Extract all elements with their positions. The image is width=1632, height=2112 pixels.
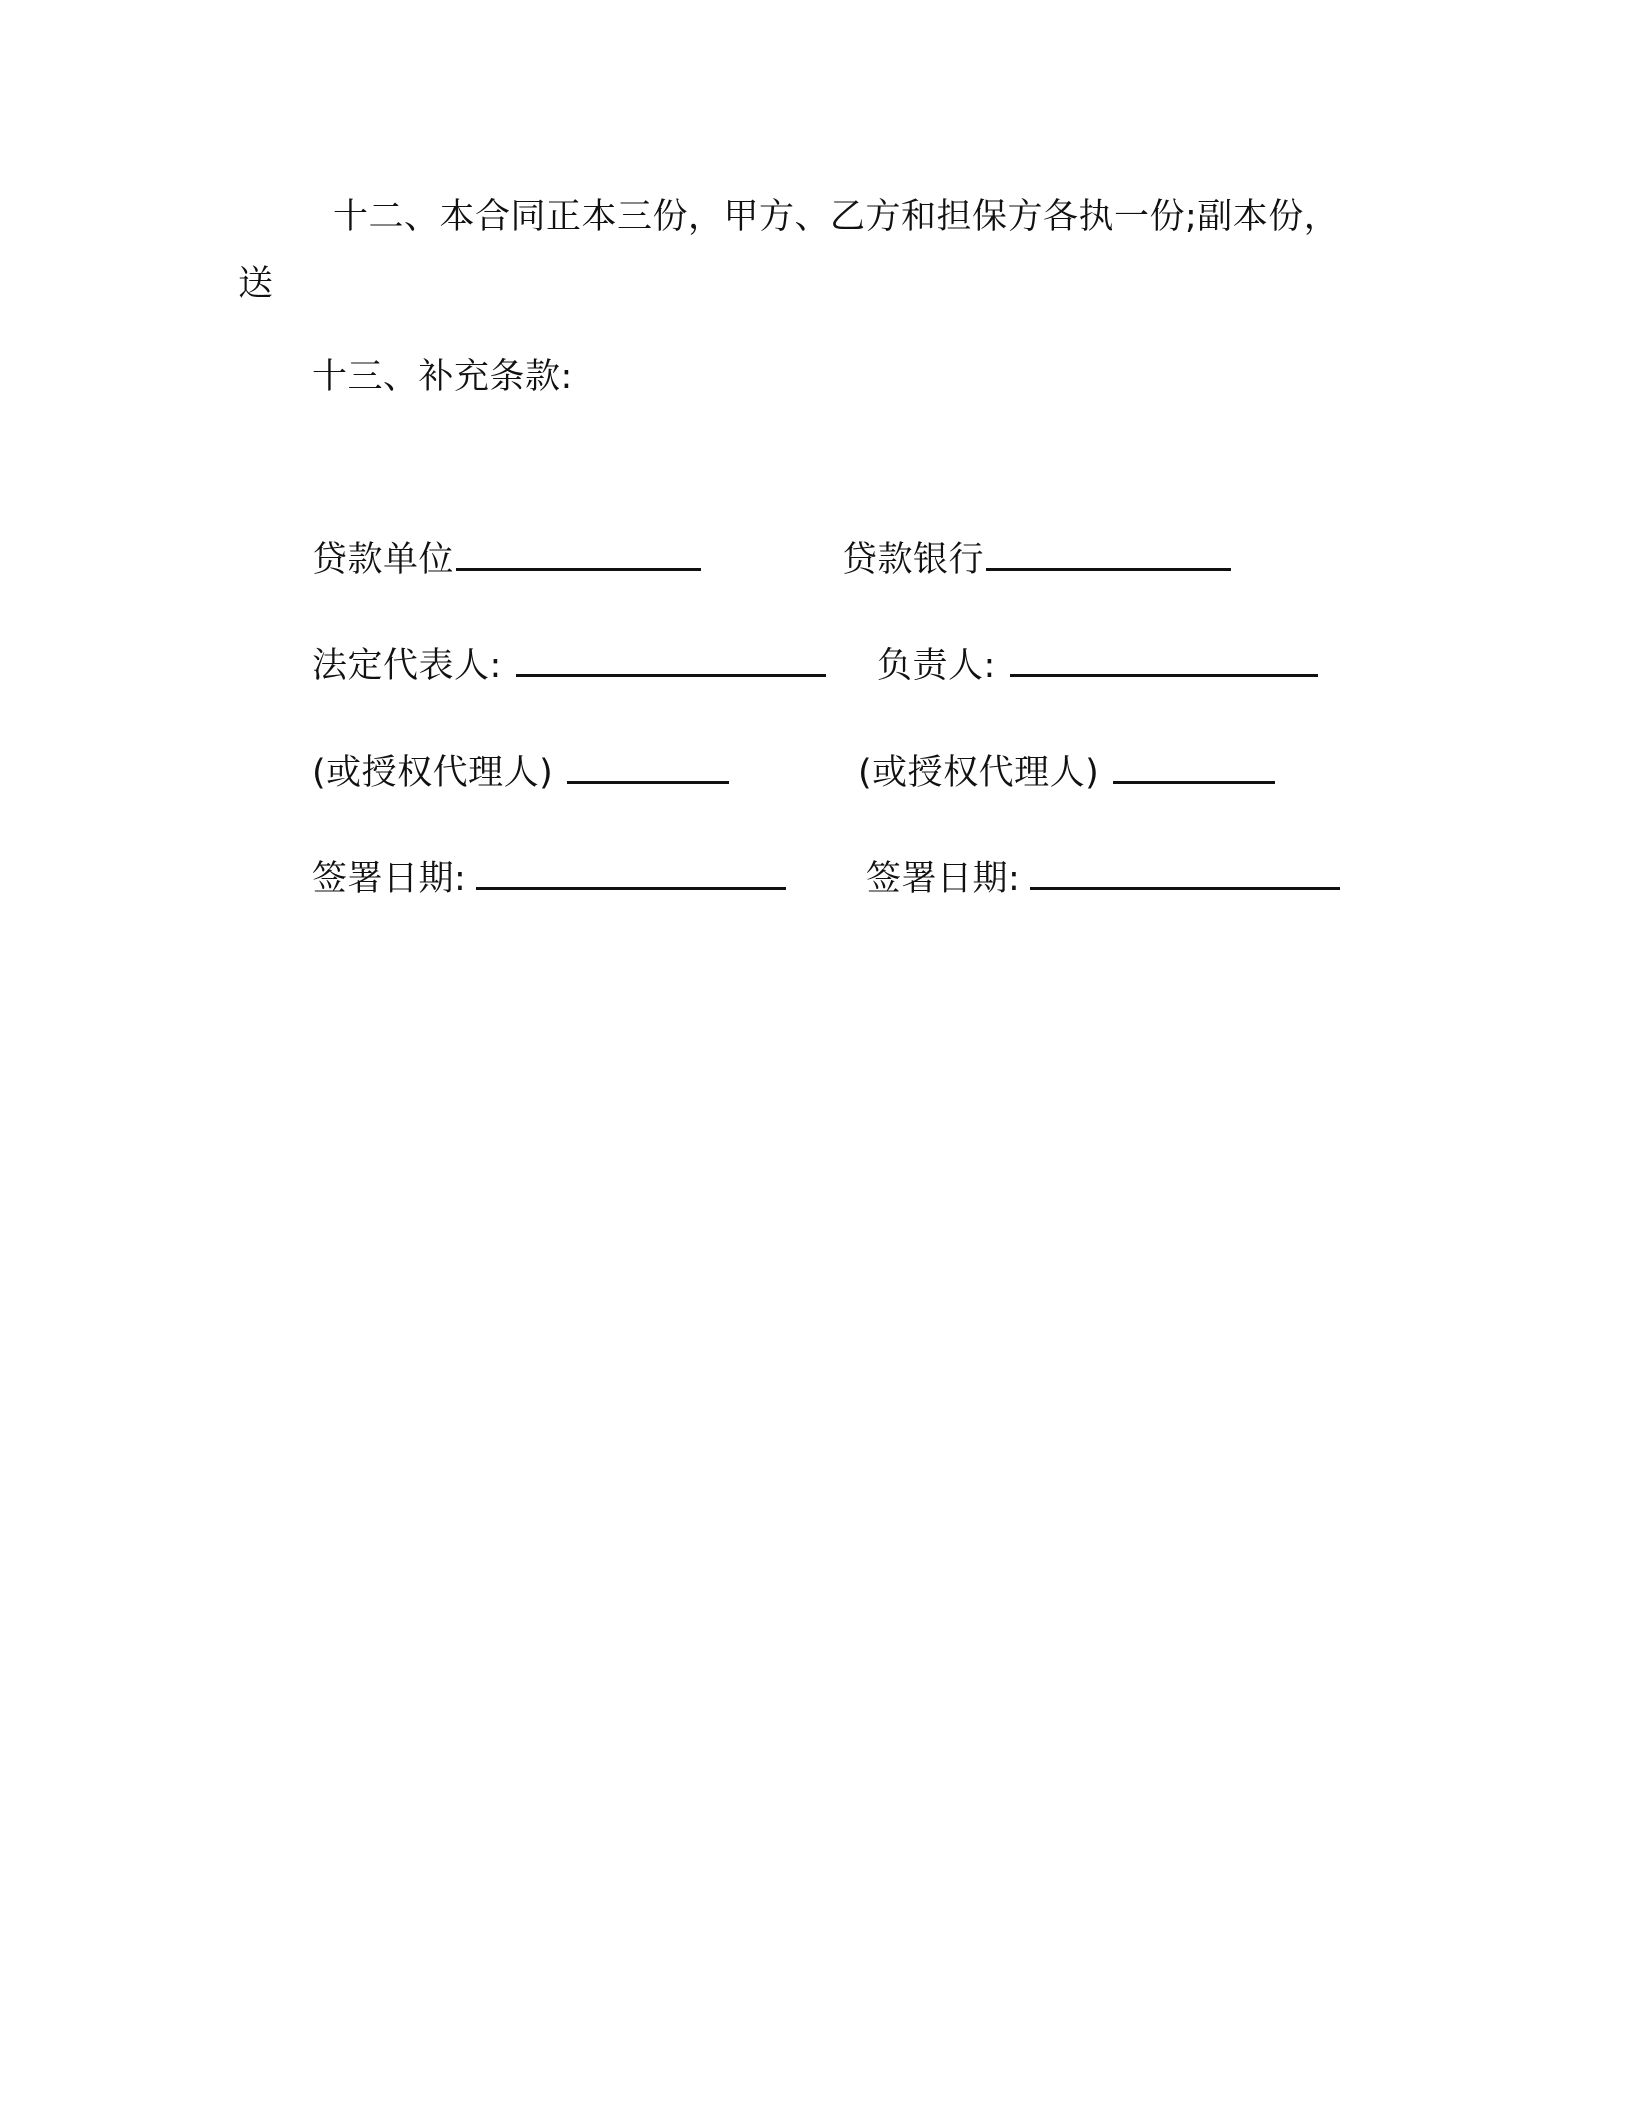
legal-rep-label: 法定代表人: [312,646,502,686]
loan-unit-field [312,538,701,582]
left-sign-date-label: 签署日期: [312,859,467,899]
left-agent-field [312,751,729,795]
loan-unit-label: 贷款单位 [312,540,455,580]
loan-unit-blank[interactable] [456,538,701,571]
left-agent-blank[interactable] [567,751,729,784]
person-in-charge-field [877,644,1318,688]
right-sign-date-field [866,857,1340,901]
clause-twelve-line-1: 十二、本合同正本三份，甲方、乙方和担保方各执一份;副本份， [333,197,1340,237]
loan-bank-blank[interactable] [986,538,1231,571]
right-agent-label: (或授权代理人) [858,753,1100,793]
loan-bank-label: 贷款银行 [842,540,985,580]
loan-bank-field [842,538,1231,582]
legal-rep-field [312,644,826,688]
right-sign-date-label: 签署日期: [866,859,1021,899]
right-agent-field [858,751,1275,795]
left-sign-date-blank[interactable] [476,857,786,890]
clause-thirteen: 十三、补充条款: [312,357,573,397]
clause-twelve-line-2: 送 [238,264,274,304]
legal-rep-blank[interactable] [516,644,826,677]
left-agent-label: (或授权代理人) [312,753,554,793]
right-agent-blank[interactable] [1113,751,1275,784]
left-sign-date-field [312,857,786,901]
right-sign-date-blank[interactable] [1030,857,1340,890]
person-in-charge-blank[interactable] [1010,644,1318,677]
person-in-charge-label: 负责人: [877,646,996,686]
